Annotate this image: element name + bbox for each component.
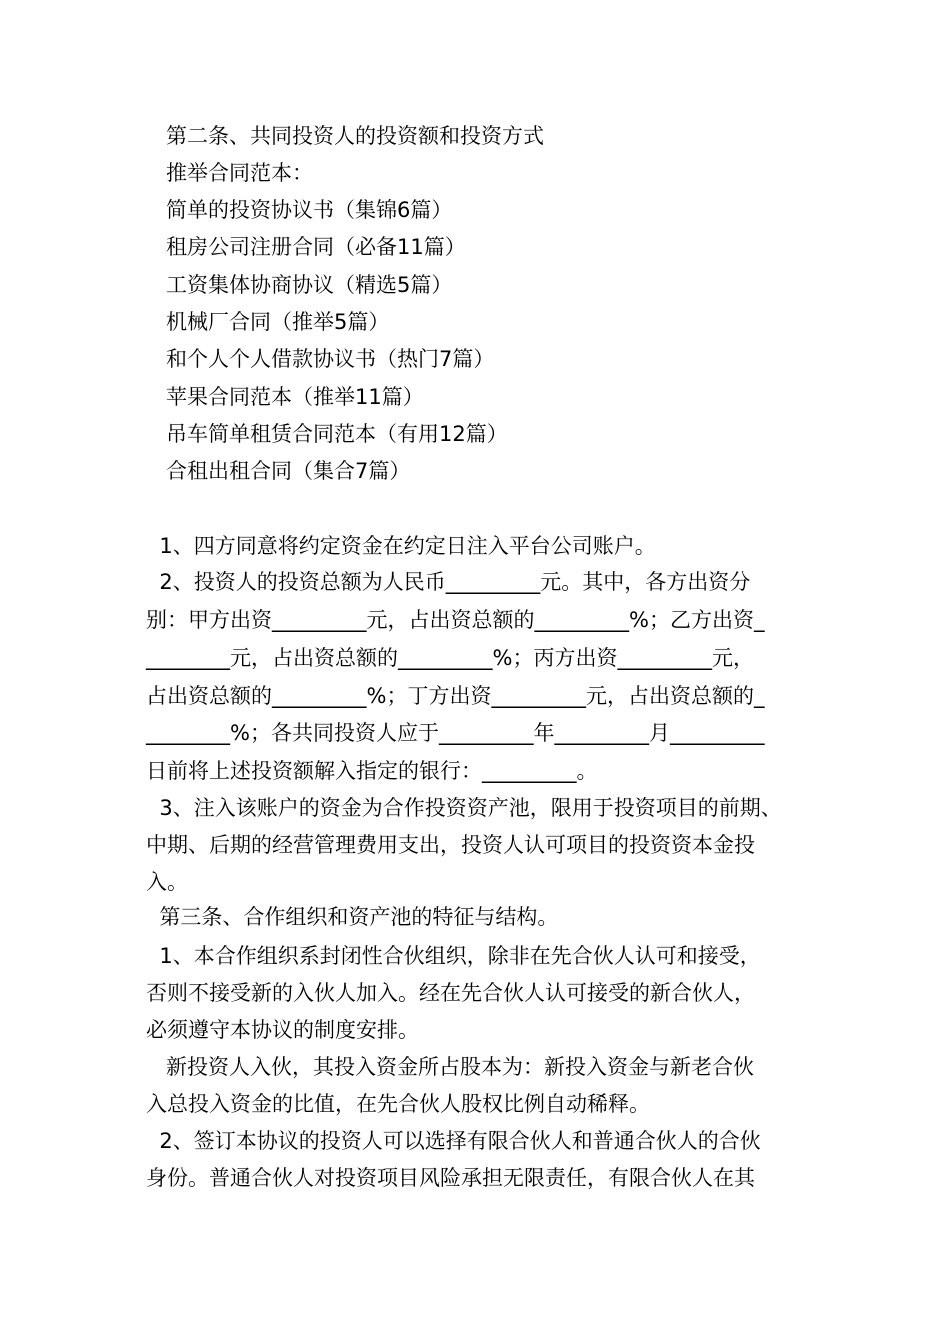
- body-line: 中期、后期的经营管理费用支出，投资人认可项目的投资资本金投: [146, 833, 755, 857]
- body-line: 1、本合作组织系封闭性合伙组织，除非在先合伙人认可和接受，: [146, 944, 761, 968]
- body-line: 1、四方同意将约定资金在约定日注入平台公司账户。: [146, 534, 656, 558]
- body-line: 第三条、合作组织和资产池的特征与结构。: [146, 905, 559, 929]
- recommend-link[interactable]: 苹果合同范本（推举11篇）: [166, 385, 424, 409]
- recommend-link[interactable]: 简单的投资协议书（集锦6篇）: [166, 198, 453, 222]
- recommend-link[interactable]: 和个人个人借款协议书（热门7篇）: [166, 347, 495, 371]
- body-line: 别：甲方出资_________元，占出资总额的_________%；乙方出资_: [146, 608, 765, 632]
- body-line: ________%；各共同投资人应于_________年_________月_________: [146, 721, 765, 745]
- recommend-link[interactable]: 租房公司注册合同（必备11篇）: [166, 235, 466, 259]
- recommend-link[interactable]: 合租出租合同（集合7篇）: [166, 459, 411, 483]
- body-line: 占出资总额的_________%；丁方出资_________元，占出资总额的_: [146, 684, 765, 708]
- body-line: 2、签订本协议的投资人可以选择有限合伙人和普通合伙人的合伙: [146, 1129, 761, 1153]
- body-line: 身份。普通合伙人对投资项目风险承担无限责任，有限合伙人在其: [146, 1166, 755, 1190]
- body-line: 入总投入资金的比值，在先合伙人股权比例自动稀释。: [146, 1092, 650, 1116]
- body-line: ________元，占出资总额的_________%；丙方出资_________元，: [146, 646, 754, 670]
- recommend-link[interactable]: 工资集体协商协议（精选5篇）: [166, 273, 453, 297]
- body-line: 入。: [146, 870, 188, 894]
- body-line: 新投资人入伙，其投入资金所占股本为：新投入资金与新老合伙: [146, 1055, 755, 1079]
- body-line: 3、注入该账户的资金为合作投资资产池，限用于投资项目的前期、: [146, 796, 782, 820]
- body-line: 日前将上述投资额解入指定的银行：_________。: [146, 759, 598, 783]
- body-line: 必须遵守本协议的制度安排。: [146, 1018, 419, 1042]
- body-line: 否则不接受新的入伙人加入。经在先合伙人认可接受的新合伙人，: [146, 981, 755, 1005]
- recommend-link[interactable]: 吊车简单租赁合同范本（有用12篇）: [166, 422, 508, 446]
- recommend-link[interactable]: 机械厂合同（推举5篇）: [166, 310, 390, 334]
- section2-title: 第二条、共同投资人的投资额和投资方式: [166, 124, 544, 148]
- recommend-heading: 推举合同范本：: [166, 161, 313, 185]
- body-line: 2、投资人的投资总额为人民币_________元。其中，各方出资分: [146, 570, 751, 594]
